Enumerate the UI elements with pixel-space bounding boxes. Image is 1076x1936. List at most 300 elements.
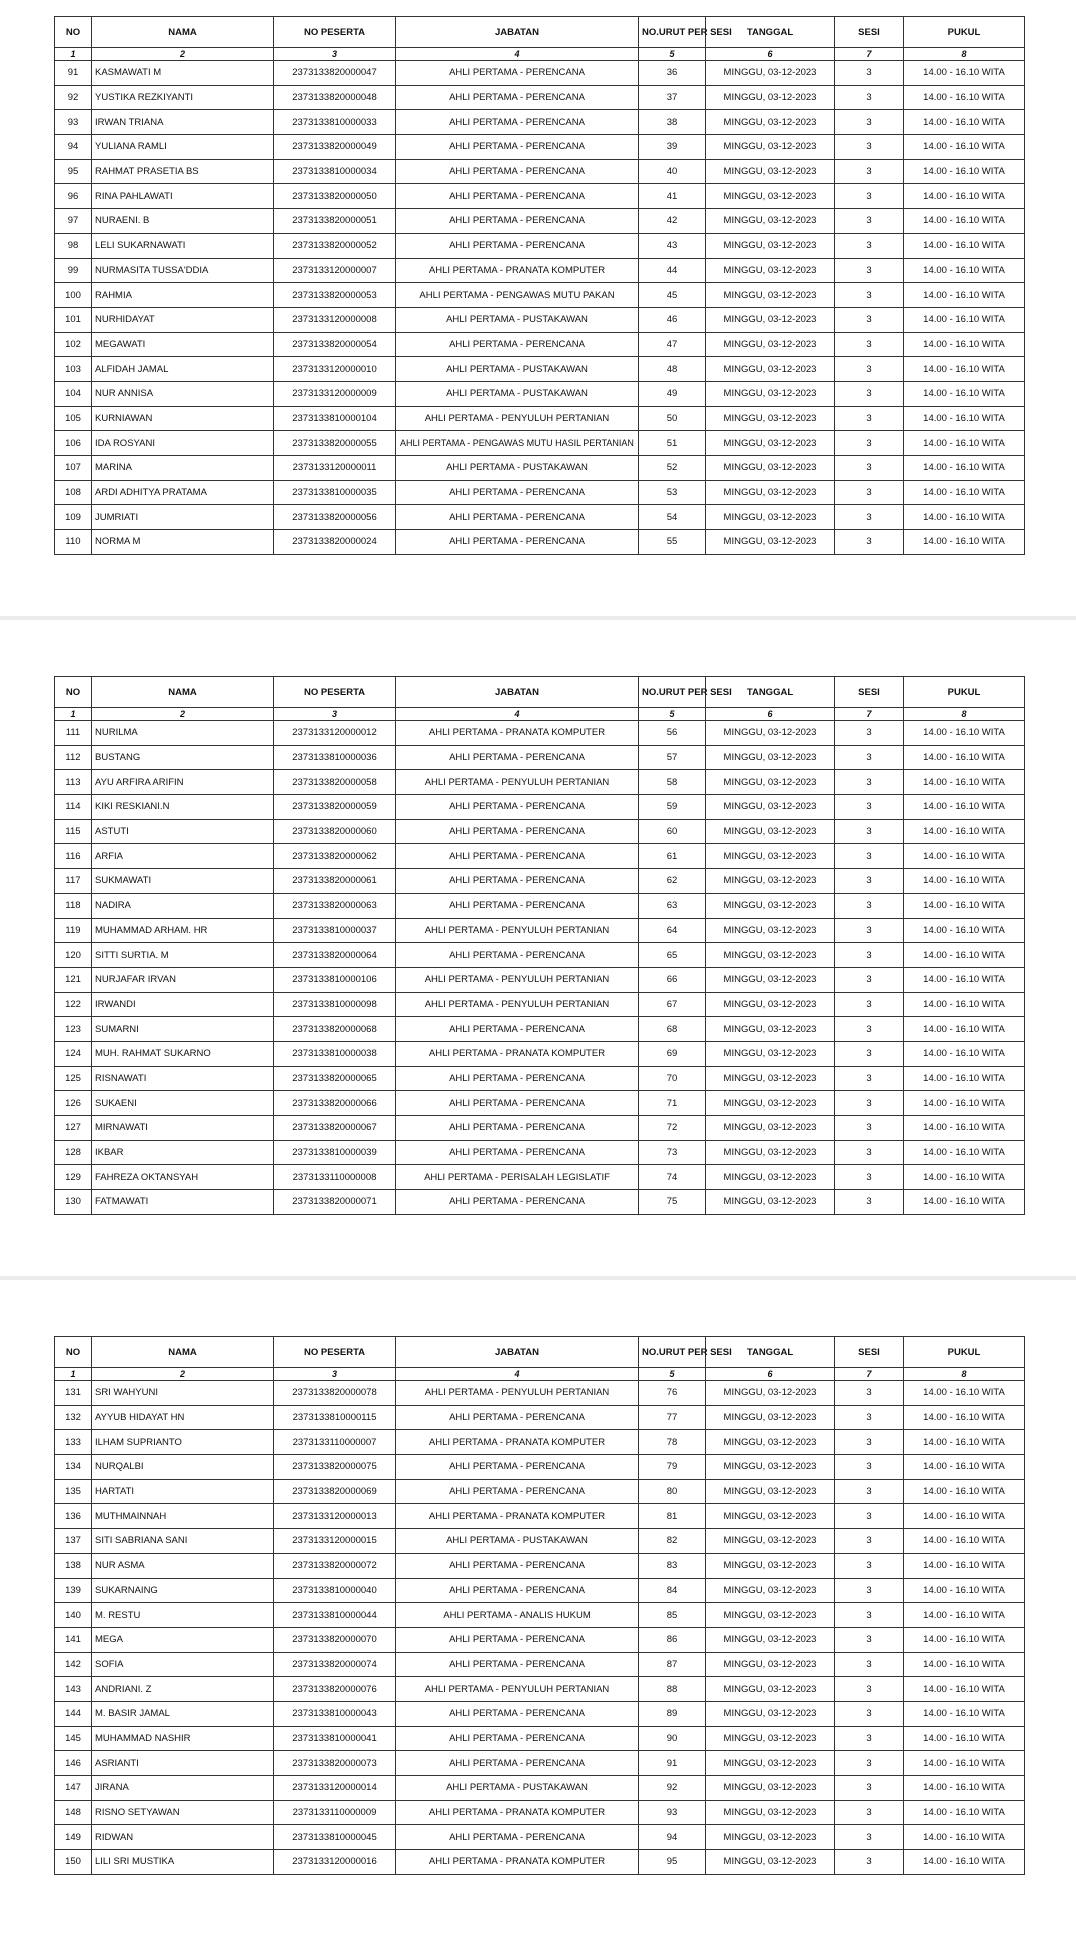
session: 3 [835, 1479, 904, 1504]
queue-number: 50 [639, 406, 706, 431]
session: 3 [835, 967, 904, 992]
exam-time: 14.00 - 16.10 WITA [904, 135, 1025, 160]
exam-date: MINGGU, 03-12-2023 [706, 1041, 835, 1066]
position: AHLI PERTAMA - PERENCANA [396, 844, 639, 869]
exam-date: MINGGU, 03-12-2023 [706, 1850, 835, 1875]
exam-date: MINGGU, 03-12-2023 [706, 844, 835, 869]
row-number: 111 [55, 721, 92, 746]
table-row [55, 1140, 1025, 1165]
table-row [55, 184, 1025, 209]
table-row [55, 159, 1025, 184]
exam-time: 14.00 - 16.10 WITA [904, 258, 1025, 283]
exam-date: MINGGU, 03-12-2023 [706, 992, 835, 1017]
exam-date: MINGGU, 03-12-2023 [706, 1190, 835, 1215]
queue-number: 59 [639, 795, 706, 820]
exam-time: 14.00 - 16.10 WITA [904, 1455, 1025, 1480]
row-number: 91 [55, 61, 92, 86]
exam-date: MINGGU, 03-12-2023 [706, 1529, 835, 1554]
table-row [55, 357, 1025, 382]
exam-time: 14.00 - 16.10 WITA [904, 505, 1025, 530]
participant-number: 2373133810000104 [274, 406, 396, 431]
session: 3 [835, 85, 904, 110]
exam-date: MINGGU, 03-12-2023 [706, 110, 835, 135]
participant-number: 2373133110000007 [274, 1430, 396, 1455]
row-number: 113 [55, 770, 92, 795]
participant-number: 2373133820000069 [274, 1479, 396, 1504]
exam-date: MINGGU, 03-12-2023 [706, 184, 835, 209]
exam-date: MINGGU, 03-12-2023 [706, 1140, 835, 1165]
session: 3 [835, 1652, 904, 1677]
session: 3 [835, 1726, 904, 1751]
row-number: 133 [55, 1430, 92, 1455]
exam-time: 14.00 - 16.10 WITA [904, 1041, 1025, 1066]
queue-number: 42 [639, 209, 706, 234]
position: AHLI PERTAMA - ANALIS HUKUM [396, 1603, 639, 1628]
row-number: 145 [55, 1726, 92, 1751]
column-number: 7 [835, 1368, 904, 1381]
exam-date: MINGGU, 03-12-2023 [706, 1627, 835, 1652]
exam-date: MINGGU, 03-12-2023 [706, 283, 835, 308]
participant-number: 2373133820000053 [274, 283, 396, 308]
exam-date: MINGGU, 03-12-2023 [706, 1553, 835, 1578]
session: 3 [835, 844, 904, 869]
column-number: 4 [396, 48, 639, 61]
queue-number: 87 [639, 1652, 706, 1677]
participant-number: 2373133810000045 [274, 1825, 396, 1850]
participant-name: KIKI RESKIANI.N [92, 795, 274, 820]
session: 3 [835, 1455, 904, 1480]
column-number: 7 [835, 48, 904, 61]
session: 3 [835, 1603, 904, 1628]
table-row [55, 1405, 1025, 1430]
row-number: 100 [55, 283, 92, 308]
table-row [55, 918, 1025, 943]
participant-name: LILI SRI MUSTIKA [92, 1850, 274, 1875]
row-number: 127 [55, 1116, 92, 1141]
exam-date: MINGGU, 03-12-2023 [706, 1603, 835, 1628]
exam-time: 14.00 - 16.10 WITA [904, 1140, 1025, 1165]
participant-number: 2373133120000013 [274, 1504, 396, 1529]
queue-number: 74 [639, 1165, 706, 1190]
row-number: 122 [55, 992, 92, 1017]
queue-number: 44 [639, 258, 706, 283]
header-no-urut: NO.URUT PER SESI [639, 17, 706, 48]
exam-time: 14.00 - 16.10 WITA [904, 1553, 1025, 1578]
participant-name: SRI WAHYUNI [92, 1381, 274, 1406]
position: AHLI PERTAMA - PERENCANA [396, 1017, 639, 1042]
queue-number: 43 [639, 233, 706, 258]
participant-name: IKBAR [92, 1140, 274, 1165]
exam-time: 14.00 - 16.10 WITA [904, 721, 1025, 746]
header-no-peserta: NO PESERTA [274, 677, 396, 708]
participant-name: MUHAMMAD ARHAM. HR [92, 918, 274, 943]
exam-time: 14.00 - 16.10 WITA [904, 85, 1025, 110]
exam-date: MINGGU, 03-12-2023 [706, 1165, 835, 1190]
participant-number: 2373133810000037 [274, 918, 396, 943]
session: 3 [835, 357, 904, 382]
participant-name: IRWANDI [92, 992, 274, 1017]
table-row [55, 307, 1025, 332]
row-number: 94 [55, 135, 92, 160]
participant-number: 2373133810000041 [274, 1726, 396, 1751]
session: 3 [835, 1017, 904, 1042]
exam-time: 14.00 - 16.10 WITA [904, 357, 1025, 382]
participant-number: 2373133820000059 [274, 795, 396, 820]
exam-date: MINGGU, 03-12-2023 [706, 61, 835, 86]
session: 3 [835, 721, 904, 746]
exam-time: 14.00 - 16.10 WITA [904, 110, 1025, 135]
participant-number: 2373133820000071 [274, 1190, 396, 1215]
exam-date: MINGGU, 03-12-2023 [706, 918, 835, 943]
session: 3 [835, 1751, 904, 1776]
session: 3 [835, 1578, 904, 1603]
position: AHLI PERTAMA - PERENCANA [396, 943, 639, 968]
position: AHLI PERTAMA - PERENCANA [396, 85, 639, 110]
position: AHLI PERTAMA - PENYULUH PERTANIAN [396, 992, 639, 1017]
participant-name: MARINA [92, 456, 274, 481]
exam-time: 14.00 - 16.10 WITA [904, 431, 1025, 456]
exam-date: MINGGU, 03-12-2023 [706, 1776, 835, 1801]
exam-date: MINGGU, 03-12-2023 [706, 1479, 835, 1504]
queue-number: 93 [639, 1800, 706, 1825]
exam-time: 14.00 - 16.10 WITA [904, 1091, 1025, 1116]
participant-name: SITI SABRIANA SANI [92, 1529, 274, 1554]
session: 3 [835, 159, 904, 184]
row-number: 132 [55, 1405, 92, 1430]
exam-time: 14.00 - 16.10 WITA [904, 530, 1025, 555]
header-jabatan: JABATAN [396, 17, 639, 48]
participant-name: M. RESTU [92, 1603, 274, 1628]
queue-number: 51 [639, 431, 706, 456]
session: 3 [835, 1850, 904, 1875]
table-row [55, 1578, 1025, 1603]
exam-time: 14.00 - 16.10 WITA [904, 943, 1025, 968]
queue-number: 68 [639, 1017, 706, 1042]
participant-number: 2373133820000024 [274, 530, 396, 555]
position: AHLI PERTAMA - PERENCANA [396, 1405, 639, 1430]
participant-table [54, 1336, 1025, 1875]
queue-number: 72 [639, 1116, 706, 1141]
exam-date: MINGGU, 03-12-2023 [706, 332, 835, 357]
session: 3 [835, 332, 904, 357]
column-number: 5 [639, 1368, 706, 1381]
session: 3 [835, 1800, 904, 1825]
row-number: 103 [55, 357, 92, 382]
participant-number: 2373133820000065 [274, 1066, 396, 1091]
column-number: 7 [835, 708, 904, 721]
participant-number: 2373133820000050 [274, 184, 396, 209]
exam-time: 14.00 - 16.10 WITA [904, 159, 1025, 184]
queue-number: 64 [639, 918, 706, 943]
queue-number: 40 [639, 159, 706, 184]
session: 3 [835, 480, 904, 505]
column-number: 8 [904, 708, 1025, 721]
participant-name: FAHREZA OKTANSYAH [92, 1165, 274, 1190]
participant-name: NURHIDAYAT [92, 307, 274, 332]
exam-time: 14.00 - 16.10 WITA [904, 1677, 1025, 1702]
queue-number: 61 [639, 844, 706, 869]
position: AHLI PERTAMA - PERENCANA [396, 1479, 639, 1504]
participant-name: KASMAWATI M [92, 61, 274, 86]
exam-date: MINGGU, 03-12-2023 [706, 795, 835, 820]
participant-number: 2373133810000043 [274, 1701, 396, 1726]
participant-number: 2373133820000075 [274, 1455, 396, 1480]
participant-name: RAHMIA [92, 283, 274, 308]
session: 3 [835, 431, 904, 456]
row-number: 148 [55, 1800, 92, 1825]
row-number: 134 [55, 1455, 92, 1480]
header-jabatan: JABATAN [396, 677, 639, 708]
table-row [55, 992, 1025, 1017]
row-number: 135 [55, 1479, 92, 1504]
participant-number: 2373133810000036 [274, 745, 396, 770]
row-number: 109 [55, 505, 92, 530]
participant-name: NURAENI. B [92, 209, 274, 234]
table-row [55, 258, 1025, 283]
exam-date: MINGGU, 03-12-2023 [706, 819, 835, 844]
participant-number: 2373133110000009 [274, 1800, 396, 1825]
session: 3 [835, 381, 904, 406]
participant-number: 2373133120000008 [274, 307, 396, 332]
header-no-peserta: NO PESERTA [274, 17, 396, 48]
position: AHLI PERTAMA - PRANATA KOMPUTER [396, 258, 639, 283]
exam-date: MINGGU, 03-12-2023 [706, 1825, 835, 1850]
queue-number: 56 [639, 721, 706, 746]
queue-number: 69 [639, 1041, 706, 1066]
queue-number: 89 [639, 1701, 706, 1726]
row-number: 146 [55, 1751, 92, 1776]
participant-number: 2373133820000074 [274, 1652, 396, 1677]
exam-time: 14.00 - 16.10 WITA [904, 1165, 1025, 1190]
header-tanggal: TANGGAL [706, 1337, 835, 1368]
row-number: 141 [55, 1627, 92, 1652]
session: 3 [835, 456, 904, 481]
exam-date: MINGGU, 03-12-2023 [706, 943, 835, 968]
position: AHLI PERTAMA - PERENCANA [396, 184, 639, 209]
participant-name: IDA ROSYANI [92, 431, 274, 456]
queue-number: 84 [639, 1578, 706, 1603]
row-number: 108 [55, 480, 92, 505]
row-number: 96 [55, 184, 92, 209]
column-number: 2 [92, 48, 274, 61]
exam-date: MINGGU, 03-12-2023 [706, 480, 835, 505]
session: 3 [835, 1381, 904, 1406]
participant-number: 2373133120000014 [274, 1776, 396, 1801]
session: 3 [835, 406, 904, 431]
position: AHLI PERTAMA - PENYULUH PERTANIAN [396, 967, 639, 992]
row-number: 140 [55, 1603, 92, 1628]
participant-name: NURMASITA TUSSA'DDIA [92, 258, 274, 283]
queue-number: 47 [639, 332, 706, 357]
queue-number: 37 [639, 85, 706, 110]
column-number: 6 [706, 708, 835, 721]
exam-time: 14.00 - 16.10 WITA [904, 1116, 1025, 1141]
table-row [55, 795, 1025, 820]
participant-number: 2373133820000073 [274, 1751, 396, 1776]
exam-date: MINGGU, 03-12-2023 [706, 1017, 835, 1042]
participant-name: SUKAENI [92, 1091, 274, 1116]
queue-number: 71 [639, 1091, 706, 1116]
position: AHLI PERTAMA - PERENCANA [396, 61, 639, 86]
column-number: 5 [639, 48, 706, 61]
row-number: 129 [55, 1165, 92, 1190]
participant-number: 2373133820000049 [274, 135, 396, 160]
row-number: 118 [55, 893, 92, 918]
row-number: 120 [55, 943, 92, 968]
exam-time: 14.00 - 16.10 WITA [904, 893, 1025, 918]
position: AHLI PERTAMA - PERENCANA [396, 1578, 639, 1603]
header-sesi: SESI [835, 1337, 904, 1368]
participant-name: SITTI SURTIA. M [92, 943, 274, 968]
row-number: 119 [55, 918, 92, 943]
position: AHLI PERTAMA - PERENCANA [396, 332, 639, 357]
participant-name: MUHAMMAD NASHIR [92, 1726, 274, 1751]
header-tanggal: TANGGAL [706, 17, 835, 48]
exam-time: 14.00 - 16.10 WITA [904, 1190, 1025, 1215]
position: AHLI PERTAMA - PERENCANA [396, 480, 639, 505]
session: 3 [835, 135, 904, 160]
participant-number: 2373133820000068 [274, 1017, 396, 1042]
session: 3 [835, 1116, 904, 1141]
queue-number: 49 [639, 381, 706, 406]
participant-number: 2373133820000048 [274, 85, 396, 110]
exam-time: 14.00 - 16.10 WITA [904, 1776, 1025, 1801]
participant-name: NURJAFAR IRVAN [92, 967, 274, 992]
queue-number: 75 [639, 1190, 706, 1215]
row-number: 128 [55, 1140, 92, 1165]
row-number: 92 [55, 85, 92, 110]
exam-date: MINGGU, 03-12-2023 [706, 159, 835, 184]
participant-number: 2373133820000064 [274, 943, 396, 968]
exam-time: 14.00 - 16.10 WITA [904, 967, 1025, 992]
exam-time: 14.00 - 16.10 WITA [904, 770, 1025, 795]
queue-number: 88 [639, 1677, 706, 1702]
participant-number: 2373133820000078 [274, 1381, 396, 1406]
queue-number: 66 [639, 967, 706, 992]
exam-time: 14.00 - 16.10 WITA [904, 819, 1025, 844]
row-number: 138 [55, 1553, 92, 1578]
position: AHLI PERTAMA - PERISALAH LEGISLATIF [396, 1165, 639, 1190]
participant-name: RIDWAN [92, 1825, 274, 1850]
participant-number: 2373133820000067 [274, 1116, 396, 1141]
participant-name: ALFIDAH JAMAL [92, 357, 274, 382]
table-row [55, 1165, 1025, 1190]
session: 3 [835, 110, 904, 135]
participant-number: 2373133810000106 [274, 967, 396, 992]
column-number: 3 [274, 708, 396, 721]
session: 3 [835, 943, 904, 968]
participant-name: FATMAWATI [92, 1190, 274, 1215]
participant-name: SUKMAWATI [92, 869, 274, 894]
participant-name: NADIRA [92, 893, 274, 918]
row-number: 106 [55, 431, 92, 456]
queue-number: 79 [639, 1455, 706, 1480]
table-row [55, 381, 1025, 406]
participant-number: 2373133810000115 [274, 1405, 396, 1430]
exam-date: MINGGU, 03-12-2023 [706, 1430, 835, 1455]
participant-name: KURNIAWAN [92, 406, 274, 431]
participant-name: ASRIANTI [92, 1751, 274, 1776]
session: 3 [835, 745, 904, 770]
table-row [55, 1017, 1025, 1042]
exam-date: MINGGU, 03-12-2023 [706, 135, 835, 160]
exam-date: MINGGU, 03-12-2023 [706, 456, 835, 481]
session: 3 [835, 209, 904, 234]
queue-number: 82 [639, 1529, 706, 1554]
row-number: 117 [55, 869, 92, 894]
table-row [55, 1504, 1025, 1529]
exam-time: 14.00 - 16.10 WITA [904, 209, 1025, 234]
row-number: 98 [55, 233, 92, 258]
queue-number: 77 [639, 1405, 706, 1430]
participant-name: NUR ANNISA [92, 381, 274, 406]
participant-number: 2373133120000010 [274, 357, 396, 382]
header-no-urut: NO.URUT PER SESI [639, 1337, 706, 1368]
session: 3 [835, 1091, 904, 1116]
table-row [55, 332, 1025, 357]
exam-time: 14.00 - 16.10 WITA [904, 332, 1025, 357]
row-number: 115 [55, 819, 92, 844]
participant-number: 2373133820000062 [274, 844, 396, 869]
exam-time: 14.00 - 16.10 WITA [904, 233, 1025, 258]
participant-name: YUSTIKA REZKIYANTI [92, 85, 274, 110]
header-pukul: PUKUL [904, 1337, 1025, 1368]
queue-number: 45 [639, 283, 706, 308]
position: AHLI PERTAMA - PRANATA KOMPUTER [396, 721, 639, 746]
exam-time: 14.00 - 16.10 WITA [904, 184, 1025, 209]
table-row [55, 135, 1025, 160]
table-row [55, 745, 1025, 770]
session: 3 [835, 795, 904, 820]
table-row [55, 110, 1025, 135]
position: AHLI PERTAMA - PUSTAKAWAN [396, 456, 639, 481]
position: AHLI PERTAMA - PERENCANA [396, 1726, 639, 1751]
position: AHLI PERTAMA - PERENCANA [396, 1140, 639, 1165]
participant-name: HARTATI [92, 1479, 274, 1504]
exam-date: MINGGU, 03-12-2023 [706, 721, 835, 746]
queue-number: 67 [639, 992, 706, 1017]
participant-name: MEGA [92, 1627, 274, 1652]
column-number: 2 [92, 708, 274, 721]
exam-time: 14.00 - 16.10 WITA [904, 1578, 1025, 1603]
queue-number: 91 [639, 1751, 706, 1776]
header-pukul: PUKUL [904, 677, 1025, 708]
header-nama: NAMA [92, 17, 274, 48]
position: AHLI PERTAMA - PERENCANA [396, 1825, 639, 1850]
session: 3 [835, 233, 904, 258]
table-row [55, 1701, 1025, 1726]
participant-number: 2373133820000052 [274, 233, 396, 258]
queue-number: 52 [639, 456, 706, 481]
exam-time: 14.00 - 16.10 WITA [904, 1017, 1025, 1042]
header-row [55, 1337, 1025, 1368]
participant-name: MUTHMAINNAH [92, 1504, 274, 1529]
participant-number: 2373133120000011 [274, 456, 396, 481]
exam-date: MINGGU, 03-12-2023 [706, 233, 835, 258]
queue-number: 62 [639, 869, 706, 894]
position: AHLI PERTAMA - PERENCANA [396, 505, 639, 530]
exam-date: MINGGU, 03-12-2023 [706, 869, 835, 894]
column-number: 4 [396, 1368, 639, 1381]
position: AHLI PERTAMA - PERENCANA [396, 819, 639, 844]
session: 3 [835, 869, 904, 894]
row-number: 123 [55, 1017, 92, 1042]
column-number: 8 [904, 1368, 1025, 1381]
row-number: 124 [55, 1041, 92, 1066]
table-row [55, 1041, 1025, 1066]
table-row [55, 1726, 1025, 1751]
queue-number: 92 [639, 1776, 706, 1801]
